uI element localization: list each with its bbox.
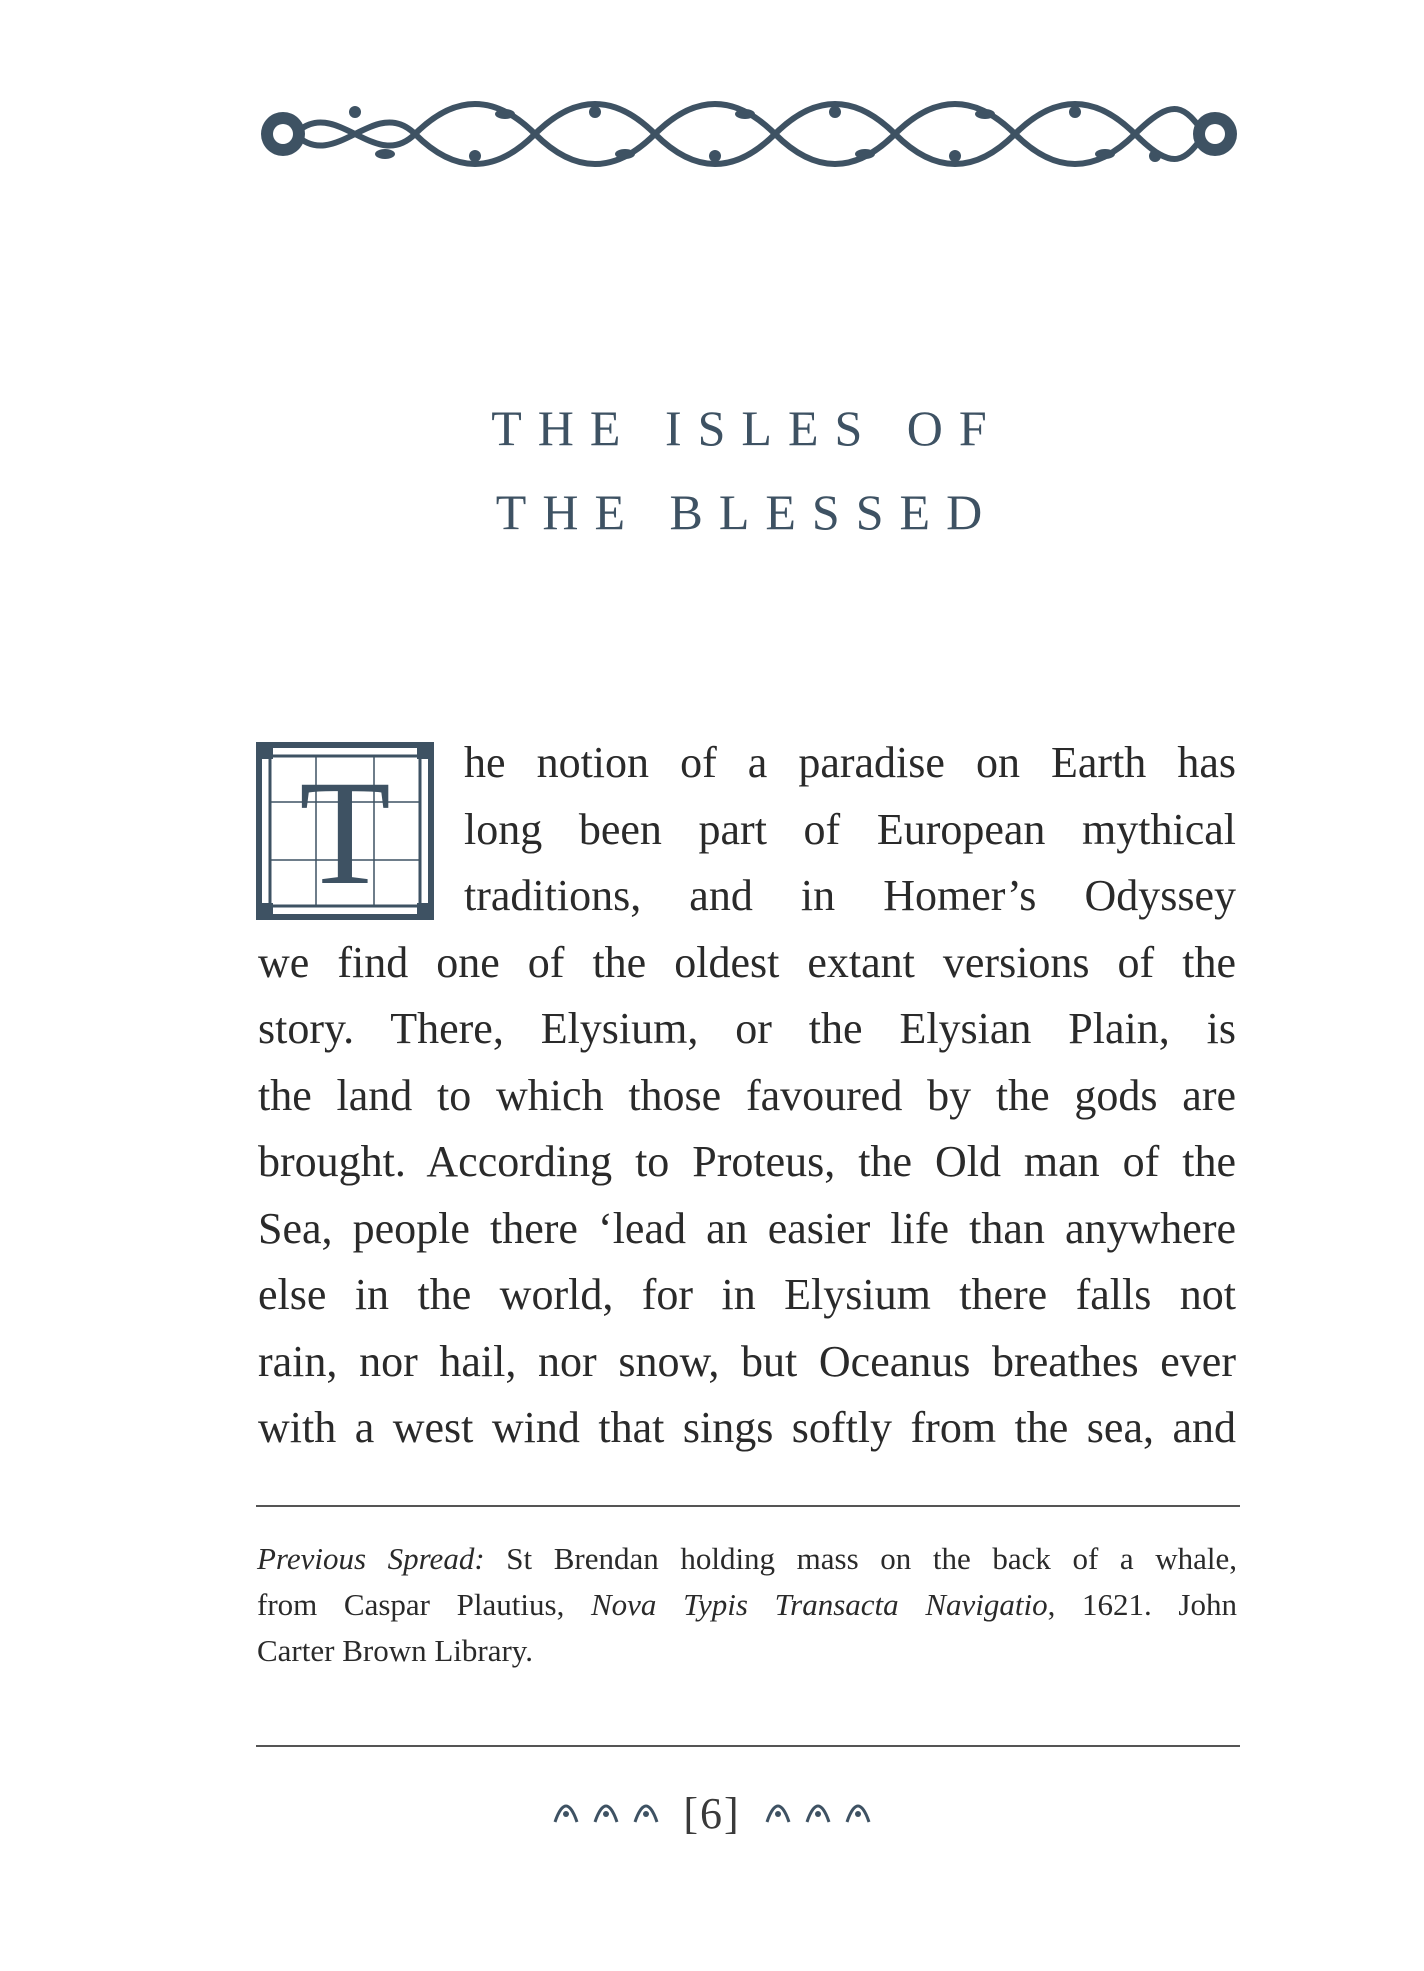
body-line: with a west wind that sings softly from the sea, and xyxy=(258,1403,1236,1452)
body-line: the land to which those favoured by the gods are xyxy=(258,1070,1236,1120)
laurel-sprig-icon xyxy=(843,1802,873,1826)
body-line: we find one of the oldest extant versions of the xyxy=(258,937,1236,987)
caption-text: St Brendan holding mass on the back of a whale, xyxy=(484,1541,1238,1576)
folio-ornament-right xyxy=(763,1802,873,1826)
body-line: long been part of European mythical xyxy=(464,804,1236,854)
chapter-title-line-2: THE BLESSED xyxy=(495,483,999,540)
figure-caption xyxy=(257,1536,1237,1674)
caption-top-rule xyxy=(256,1505,1240,1507)
body-line: brought. According to Proteus, the Old man of the xyxy=(258,1137,1236,1186)
chapter-title-line-1: THE ISLES OF xyxy=(491,399,1003,456)
caption-line-3: Carter Brown Library. xyxy=(257,1633,534,1668)
laurel-sprig-icon xyxy=(631,1802,661,1826)
caption-line-2 xyxy=(257,1582,1237,1628)
caption-text: , 1621. John xyxy=(1047,1587,1237,1622)
body-line: rain, nor hail, nor snow, but Oceanus breathes ever xyxy=(258,1336,1236,1386)
laurel-sprig-icon xyxy=(803,1802,833,1826)
caption-label: Previous Spread: xyxy=(257,1541,485,1576)
laurel-sprig-icon xyxy=(763,1802,793,1826)
decorative-vine-band xyxy=(255,98,1243,170)
drop-cap-letter: T xyxy=(299,750,391,916)
body-line: story. There, Elysium, or the Elysian Plain, is xyxy=(258,1004,1236,1053)
page-number: [6] xyxy=(683,1789,741,1838)
caption-work-title: Nova Typis Transacta Navigatio xyxy=(590,1587,1048,1622)
caption-bottom-rule xyxy=(256,1745,1240,1747)
laurel-sprig-icon xyxy=(591,1802,621,1826)
folio xyxy=(500,1788,924,1839)
caption-line-1 xyxy=(257,1536,1237,1582)
caption-text: from Caspar Plautius, xyxy=(257,1587,591,1622)
body-line: Sea, people there ‘lead an easier life than anywhere xyxy=(258,1203,1236,1253)
body-line: else in the world, for in Elysium there falls not xyxy=(258,1270,1236,1319)
laurel-sprig-icon xyxy=(551,1802,581,1826)
chapter-title xyxy=(300,386,1194,554)
body-line: he notion of a paradise on Earth has xyxy=(464,738,1236,787)
folio-ornament-left xyxy=(551,1802,661,1826)
vine-ornament-icon xyxy=(255,98,1243,170)
body-line: traditions, and in Homer’s Odyssey xyxy=(464,871,1236,920)
body-text xyxy=(258,730,1236,1462)
